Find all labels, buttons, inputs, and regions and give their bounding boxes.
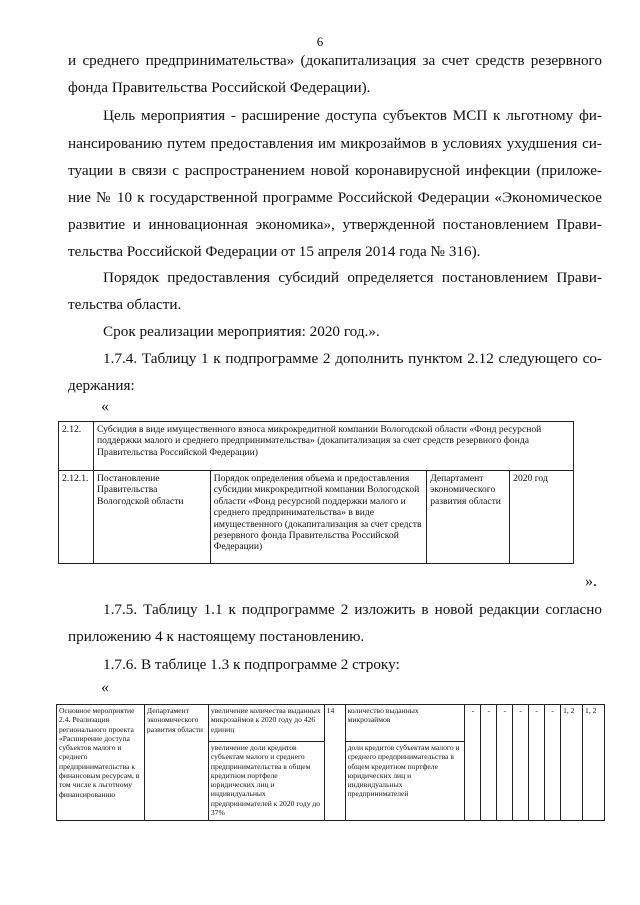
paragraph-term: Срок реализации мероприятия: 2020 год.». xyxy=(103,323,380,340)
text-line: Цель мероприятия - расширение доступа субъектов МСП к льготному фи- xyxy=(103,107,602,124)
description-cell: Порядок определения объема и предоставления субсидии микрокредитной компании Вологодской области «Фонд ресурсной поддержки малого и среднего предпринимательства» в виде имущественного (докапитализация за счет средств резервного фонда Правительства Российской Федерации) xyxy=(210,471,426,564)
text-line: 1.7.4. Таблицу 1 к подпрограмме 2 дополнить пунктом 2.12 следующего со- xyxy=(103,350,602,367)
department-cell: Департамент экономического развития области xyxy=(144,705,208,821)
indicator-cell: количество выданных микрозаймов xyxy=(345,705,465,742)
text-line: ние № 10 к государственной программе Российской Федерации «Экономическое xyxy=(68,189,602,206)
indicator-cell: доли кредитов субъектам малого и среднего предпринимательства в общем кредитном портфеле юридических лиц и индивидуальных предпринимателей xyxy=(345,742,465,821)
row-text: Субсидия в виде имущественного взноса микрокредитной компании Вологодской области «Фонд ресурсной поддержки малого и среднего предпринимательства» (докапитализация за счет средств резервного фонда Правительства Российской Федерации) xyxy=(93,422,573,471)
table-row xyxy=(59,422,574,471)
table-2 xyxy=(56,704,605,821)
text-line: и среднего предпринимательства» (докапитализация за счет средств резервного xyxy=(68,52,602,69)
result-cell: увеличение доли кредитов субъектам малого и среднего предпринимательства в общем кредитном портфеле юридических лиц и индивидуальных предпринимателей к 2020 году до 37% xyxy=(208,742,324,821)
text-line: фонда Правительства Российской Федерации). xyxy=(68,79,371,96)
open-quote: « xyxy=(101,398,109,415)
dash-cell: - xyxy=(513,705,529,821)
value-cell: 1, 2 xyxy=(583,705,605,821)
text-line: держания: xyxy=(68,377,135,394)
number-cell: 14 xyxy=(324,705,345,821)
dash-cell: - xyxy=(545,705,561,821)
table-1 xyxy=(58,421,574,564)
text-line: тельства Российской Федерации от 15 апреля 2014 года № 316). xyxy=(68,243,481,260)
value-cell: 1, 2 xyxy=(561,705,583,821)
result-cell: увеличение количества выданных микрозаймов к 2020 году до 426 единиц xyxy=(208,705,324,742)
text-line: туации в связи с распространением новой коронавирусной инфекции (приложе- xyxy=(68,162,602,179)
year-cell: 2020 год xyxy=(510,471,574,564)
text-line: Порядок предоставления субсидий определяется постановлением Прави- xyxy=(103,269,602,286)
page-number: 6 xyxy=(316,34,324,49)
text-line: тельства области. xyxy=(68,296,182,313)
text-line: 1.7.5. Таблицу 1.1 к подпрограмме 2 изложить в новой редакции согласно xyxy=(103,601,602,618)
row-number: 2.12.1. xyxy=(59,471,94,564)
text-line: развитие и инновационная экономика», утвержденной постановлением Прави- xyxy=(68,216,602,233)
doc-cell: Постановление Правительства Вологодской области xyxy=(93,471,210,564)
dash-cell: - xyxy=(481,705,497,821)
row-number: 2.12. xyxy=(59,422,94,471)
dash-cell: - xyxy=(465,705,481,821)
open-quote-2: « xyxy=(101,679,109,696)
dash-cell: - xyxy=(529,705,545,821)
text-line: нансированию путем предоставления им микрозаймов в условиях ухудшения си- xyxy=(68,135,602,152)
department-cell: Департамент экономического развития области xyxy=(427,471,510,564)
dash-cell: - xyxy=(497,705,513,821)
close-quote: ». xyxy=(585,573,597,590)
table-row xyxy=(59,471,574,564)
table-row xyxy=(57,705,605,742)
paragraph-176: 1.7.6. В таблице 1.3 к подпрограмме 2 строку: xyxy=(103,656,400,673)
text-line: приложению 4 к настоящему постановлению. xyxy=(68,628,365,645)
event-cell: Основное мероприятие 2.4. Реализация регионального проекта «Расширение доступа субъектов малого и среднего предпринимательства к финансовым ресурсам, в том числе к льготному финансированию xyxy=(57,705,145,821)
